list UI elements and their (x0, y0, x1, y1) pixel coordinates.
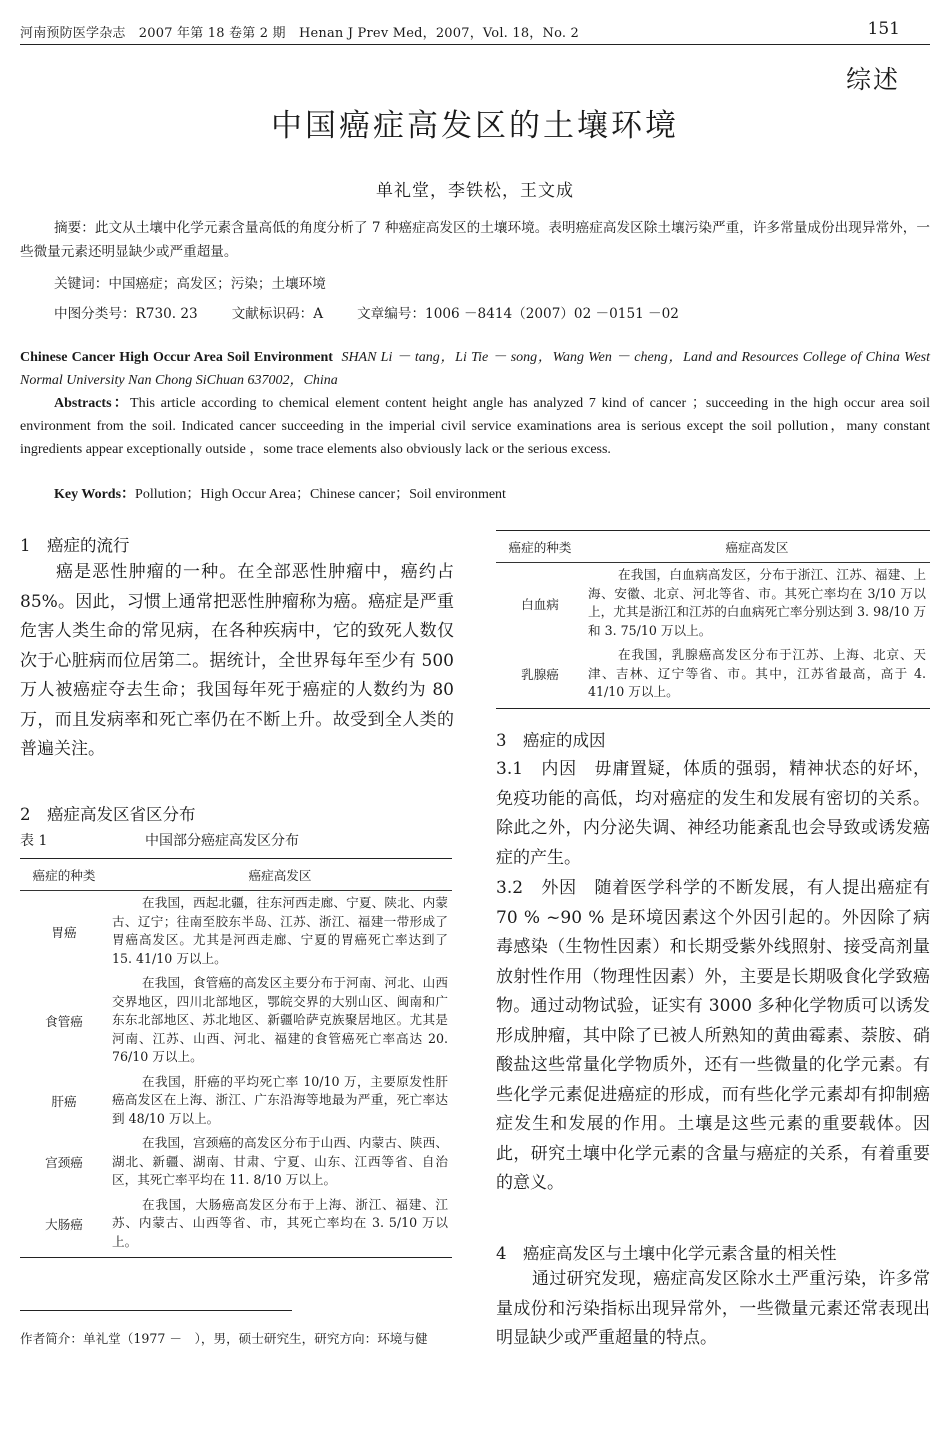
cancer-type: 乳腺癌 (521, 667, 559, 683)
english-abstract-text: This article according to chemical element content height angle has analyzed 7 kind of cancer ；succeeding in the high occur area soil environment from the soil. Indicated cancer succeeding in the imperial civil service examinations area is serious except the soil pollution，many constant ingredients appear exceptionally outside ，some trace elements also obviously lack or the serious excess. (20, 396, 930, 457)
cancer-area: 在我国，西起北疆，往东河西走廊、宁夏、陕北、内蒙古、辽宁；往南至胶东半岛、江苏、浙江、福建一带形成了胃癌高发区。尤其是河西走廊、宁夏的胃癌死亡率达到了 15. 41/10 万以上。 (112, 895, 448, 966)
column-header-type: 癌症的种类 (20, 859, 108, 891)
table-row (20, 1131, 452, 1193)
cancer-area: 在我国，大肠癌高发区分布于上海、浙江、福建、江苏、内蒙古、山西等省、市，其死亡率均在 3. 5/10 万以上。 (112, 1196, 448, 1249)
table-header-row (496, 531, 930, 563)
table-row (20, 1193, 452, 1258)
english-affiliation: SHAN Li － tang，Li Tie － song，Wang Wen － cheng，Land and Resources College of China West Normal University Nan Chong SiChuan 637002，China (20, 350, 931, 388)
cancer-type: 食管癌 (45, 1013, 83, 1029)
section-tag: 综述 (845, 65, 900, 94)
abstract-cn: 摘要：此文从土壤中化学元素含量高低的角度分析了 7 种癌症高发区的土壤环境。表明癌症高发区除土壤污染严重，许多常量成份出现异常外，一些微量元素还明显缺少或严重超量。 (20, 220, 930, 260)
footnote-rule (20, 1310, 292, 1311)
table-row (496, 563, 930, 644)
doc-code: 文献标识码：A (231, 306, 324, 322)
column-header-area: 癌症高发区 (108, 859, 452, 891)
cancer-type: 宫颈癌 (45, 1155, 83, 1171)
english-keywords-text: Pollution；High Occur Area；Chinese cancer；Soil environment (135, 487, 506, 502)
cancer-type: 肝癌 (51, 1093, 77, 1109)
cancer-type: 胃癌 (51, 924, 77, 940)
english-title-block (20, 346, 930, 392)
table-caption: 中国部分癌症高发区分布 (145, 833, 299, 849)
section-1-heading: 1 癌症的流行 (20, 536, 130, 555)
keywords-cn: 关键词：中国癌症；高发区；污染；土壤环境 (54, 276, 326, 292)
table-cancer-areas (20, 858, 452, 1258)
section-3-2-text: 3.2 外因 随着医学科学的不断发展，有人提出癌症有 70 % ~90 % 是环境因素这个外因引起的。外因除了病毒感染（生物性因素）和长期受紫外线照射、接受高剂量放射性作用（物理性因素）外，主要是长期吸食化学致癌物。通过动物试验，证实有 3000 多种化学物质可以诱发形成肿瘤，其中除了已被人所熟知的黄曲霉素、萘胺、硝酸盐这些常量化学物质外，还有一些微量的化学元素。有些化学元素促进癌症的形成，而有些化学元素却有抑制癌症发生和发展的作用。土壤是这些元素的重要载体。因此，研究土壤中化学元素的含量与癌症的关系，有着重要的意义。 (496, 878, 930, 1193)
english-abstract-label: Abstracts： (54, 396, 131, 411)
article-title: 中国癌症高发区的土壤环境 (271, 108, 679, 144)
cancer-area: 在我国，宫颈癌的高发区分布于山西、内蒙古、陕西、湖北、新疆、湖南、甘肃、宁夏、山东、江西等省、自治区，其死亡率平均在 11. 8/10 万以上。 (112, 1135, 448, 1187)
english-keywords-label: Key Words： (54, 487, 136, 502)
section-1-text: 癌是恶性肿瘤的一种。在全部恶性肿瘤中，癌约占 85%。因此，习惯上通常把恶性肿瘤称为癌。癌症是严重危害人类生命的常见病，在各种疾病中，它的致死人数仅次于心脏病而位居第二。据统计，全世界每年至少有 500 万人被癌症夺去生命；我国每年死于癌症的人数约为 80 万，而且发病率和死亡率仍在不断上升。故受到全人类的普遍关注。 (20, 562, 454, 759)
table-cancer-areas-continued (496, 530, 930, 709)
header-rule (20, 44, 930, 45)
cancer-area: 在我国，白血病高发区，分布于浙江、江苏、福建、上海、安徽、北京、河北等省、市。其死亡率均在 3/10 万以上，尤其是浙江和江苏的白血病死亡率分别达到 3. 98/10 万和 3. 75/10 万以上。 (588, 567, 926, 638)
table-label: 表 1 (20, 833, 48, 849)
section-4-heading: 4 癌症高发区与土壤中化学元素含量的相关性 (496, 1244, 837, 1263)
section-3-heading: 3 癌症的成因 (496, 731, 606, 750)
author-footnote: 作者简介：单礼堂（1977 － ），男，硕士研究生，研究方向：环境与健 (20, 1331, 428, 1346)
table-row (496, 643, 930, 708)
section-4-text: 通过研究发现，癌症高发区除水土严重污染，许多常量成份和污染指标出现异常外，一些微量元素还常表现出明显缺少或严重超量的特点。 (496, 1269, 930, 1348)
section-3-1-text: 3.1 内因 毋庸置疑，体质的强弱，精神状态的好坏，免疫功能的高低，均对癌症的发生和发展有密切的关系。除此之外，内分泌失调、神经功能紊乱也会导致或诱发癌症的产生。 (496, 759, 930, 868)
table-row (20, 891, 452, 972)
authors: 单礼堂，李铁松，王文成 (376, 181, 574, 201)
section-2-heading: 2 癌症高发区省区分布 (20, 805, 196, 824)
table-header-row (20, 859, 452, 891)
english-title: Chinese Cancer High Occur Area Soil Environment (20, 350, 333, 365)
column-header-area: 癌症高发区 (584, 531, 930, 563)
article-number: 文章编号：1006 －8414（2007）02 －0151 －02 (357, 306, 679, 322)
column-header-type: 癌症的种类 (496, 531, 584, 563)
cancer-area: 在我国，肝癌的平均死亡率 10/10 万，主要原发性肝癌高发区在上海、浙江、广东沿海等地最为严重，死亡率达到 48/10 万以上。 (112, 1073, 448, 1126)
english-keywords (54, 483, 506, 503)
page-number: 151 (867, 19, 900, 39)
cancer-area: 在我国，乳腺癌高发区分布于江苏、上海、北京、天津、吉林、辽宁等省、市。其中，江苏省最高，高于 4. 41/10 万以上。 (588, 647, 926, 699)
running-header: 河南预防医学杂志 2007 年第 18 卷第 2 期 Henan J Prev Med，2007，Vol. 18，No. 2 (20, 26, 579, 41)
classification-line (54, 302, 679, 322)
cancer-type: 白血病 (521, 596, 559, 612)
english-abstract (20, 392, 930, 461)
table-row (20, 1070, 452, 1132)
clc-code: 中图分类号：R730. 23 (54, 306, 198, 322)
cancer-type: 大肠癌 (45, 1216, 83, 1232)
cancer-area: 在我国，食管癌的高发区主要分布于河南、河北、山西交界地区，四川北部地区，鄂皖交界的大别山区、闽南和广东东北部地区、苏北地区、新疆哈萨克族聚居地区。尤其是河南、江苏、山西、河北、福建的食管癌死亡率高达 20. 76/10 万以上。 (112, 975, 448, 1064)
table-row (20, 971, 452, 1070)
